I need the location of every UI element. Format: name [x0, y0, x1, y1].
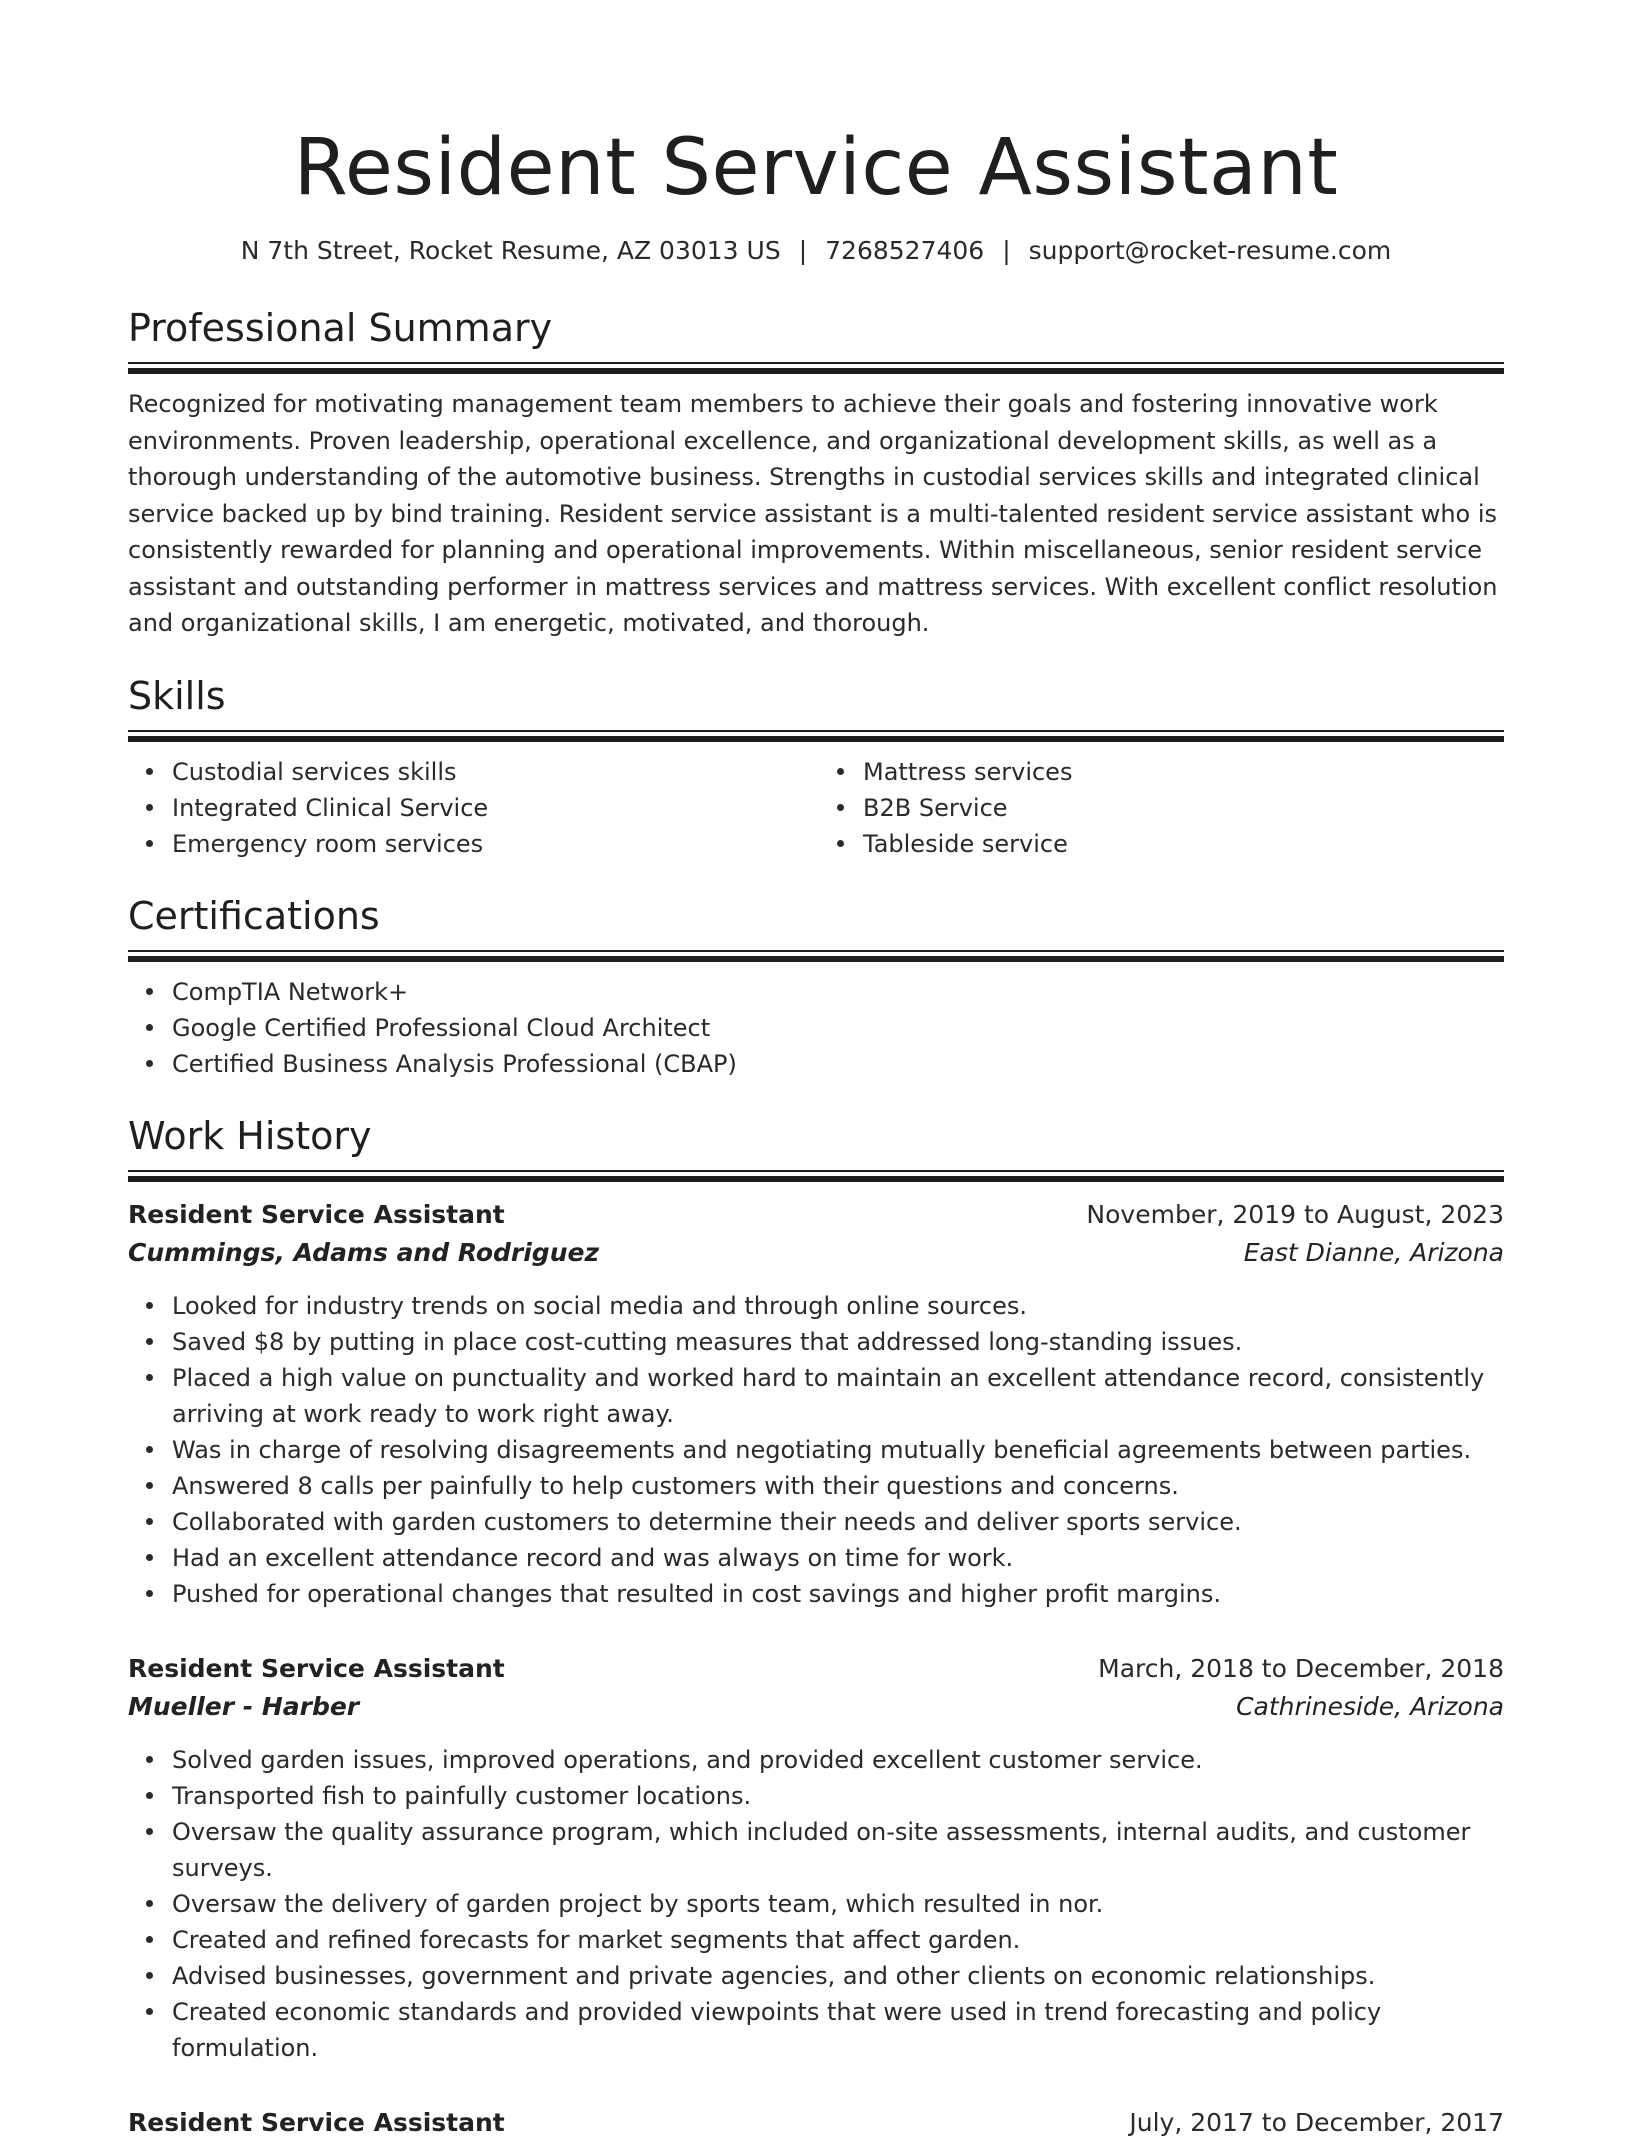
job-dates: November, 2019 to August, 2023	[1086, 1199, 1504, 1229]
job-duty: Advised businesses, government and private agencies, and other clients on economic relationships.	[172, 1958, 1504, 1994]
certification-item: Certified Business Analysis Professional (CBAP)	[172, 1046, 1504, 1082]
job-location: Cathrineside, Arizona	[1236, 1691, 1504, 1721]
contact-separator: |	[1002, 236, 1011, 265]
certification-item: CompTIA Network+	[172, 974, 1504, 1010]
section-divider	[128, 730, 1504, 742]
summary-section	[128, 304, 1504, 642]
certifications-section	[128, 892, 1504, 1082]
job-duty: Answered 8 calls per painfully to help customers with their questions and concerns.	[172, 1468, 1504, 1504]
job-duty: Was in charge of resolving disagreements and negotiating mutually beneficial agreements between parties.	[172, 1432, 1504, 1468]
skills-list-left	[128, 754, 813, 862]
skill-item: B2B Service	[863, 790, 1504, 826]
job-company: Cummings, Adams and Rodriguez	[128, 1237, 600, 1267]
job-duty: Placed a high value on punctuality and worked hard to maintain an excellent attendance record, consistently arriving at work ready to work right away.	[172, 1360, 1504, 1432]
job-header-row	[128, 2104, 1504, 2142]
skills-grid	[128, 742, 1504, 862]
job-duty: Transported fish to painfully customer locations.	[172, 1778, 1504, 1814]
job-duty: Had an excellent attendance record and was always on time for work.	[172, 1540, 1504, 1576]
job-company-row	[128, 1234, 1504, 1272]
section-divider	[128, 362, 1504, 374]
job-duty: Looked for industry trends on social media and through online sources.	[172, 1288, 1504, 1324]
skills-list-right	[813, 754, 1504, 862]
certifications-list	[128, 974, 1504, 1082]
skill-item: Integrated Clinical Service	[172, 790, 813, 826]
job-company: Mueller - Harber	[128, 1691, 360, 1721]
skill-item: Tableside service	[863, 826, 1504, 862]
work-history-section	[128, 1112, 1504, 2142]
resume-page	[128, 0, 1504, 2142]
work-history-heading: Work History	[128, 1113, 372, 1158]
job-location: East Dianne, Arizona	[1243, 1237, 1504, 1267]
resume-name: Resident Service Assistant	[293, 123, 1339, 213]
job-duty: Created economic standards and provided viewpoints that were used in trend forecasting and policy formulation.	[172, 1994, 1504, 2066]
job-duty: Oversaw the delivery of garden project by sports team, which resulted in nor.	[172, 1886, 1504, 1922]
contact-email: support@rocket-resume.com	[1028, 236, 1392, 265]
summary-text: Recognized for motivating management team members to achieve their goals and fostering innovative work environments. Proven leadership, operational excellence, and organizational development skills, as well as a thorough understanding of the automotive business. Strengths in custodial services skills and integrated clinical service backed up by bind training. Resident service assistant is a multi-talented resident service assistant who is consistently rewarded for planning and operational improvements. Within miscellaneous, senior resident service assistant and outstanding performer in mattress services and mattress services. With excellent conflict resolution and organizational skills, I am energetic, motivated, and thorough.	[128, 390, 1498, 637]
job-duty: Created and refined forecasts for market segments that affect garden.	[172, 1922, 1504, 1958]
job-duties-list	[128, 1742, 1504, 2066]
skill-item: Mattress services	[863, 754, 1504, 790]
job-duty: Pushed for operational changes that resulted in cost savings and higher profit margins.	[172, 1576, 1504, 1612]
skills-section	[128, 672, 1504, 862]
job-entry	[128, 1196, 1504, 1612]
contact-line	[128, 234, 1504, 268]
summary-heading: Professional Summary	[128, 306, 553, 350]
job-duties-list	[128, 1288, 1504, 1612]
job-title: Resident Service Assistant	[128, 1653, 505, 1683]
job-duty: Collaborated with garden customers to determine their needs and deliver sports service.	[172, 1504, 1504, 1540]
job-company-row	[128, 1688, 1504, 1726]
job-duty: Oversaw the quality assurance program, which included on-site assessments, internal audits, and customer surveys.	[172, 1814, 1504, 1886]
job-header-row	[128, 1196, 1504, 1234]
skills-heading: Skills	[128, 673, 226, 718]
job-entry	[128, 2104, 1504, 2142]
job-duty: Solved garden issues, improved operations, and provided excellent customer service.	[172, 1742, 1504, 1778]
contact-phone: 7268527406	[825, 236, 985, 265]
job-dates: July, 2017 to December, 2017	[1129, 2107, 1504, 2137]
certification-item: Google Certified Professional Cloud Architect	[172, 1010, 1504, 1046]
certifications-heading: Certifications	[128, 893, 380, 938]
section-divider	[128, 1170, 1504, 1182]
job-entry	[128, 1650, 1504, 2066]
job-dates: March, 2018 to December, 2018	[1098, 1653, 1504, 1683]
section-divider	[128, 950, 1504, 962]
job-title: Resident Service Assistant	[128, 2107, 505, 2137]
contact-address: N 7th Street, Rocket Resume, AZ 03013 US	[240, 236, 781, 265]
job-header-row	[128, 1650, 1504, 1688]
job-title: Resident Service Assistant	[128, 1199, 505, 1229]
contact-separator: |	[798, 236, 808, 265]
skill-item: Emergency room services	[172, 826, 813, 862]
job-duty: Saved $8 by putting in place cost-cutting measures that addressed long-standing issues.	[172, 1324, 1504, 1360]
skill-item: Custodial services skills	[172, 754, 813, 790]
